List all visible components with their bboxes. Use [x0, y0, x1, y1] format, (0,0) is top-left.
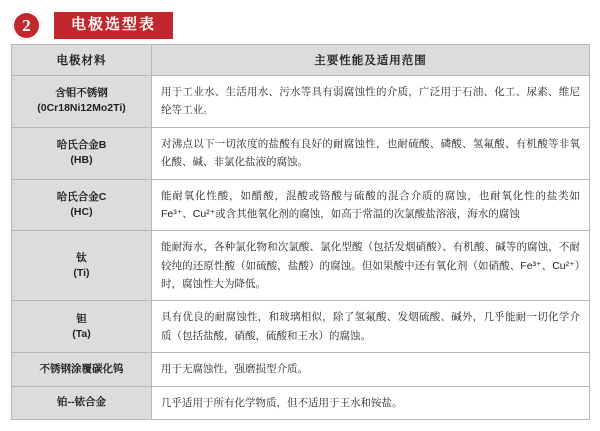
table-row — [12, 301, 590, 353]
cell-material — [12, 386, 152, 419]
material-name: 含钼不锈钢 — [55, 87, 108, 100]
cell-material — [12, 231, 152, 301]
table-row — [12, 386, 590, 419]
table-row — [12, 179, 590, 231]
cell-description: 用于无腐蚀性，强磨损型介质。 — [152, 353, 590, 386]
cell-material — [12, 301, 152, 353]
column-header-description: 主要性能及适用范围 — [152, 45, 590, 76]
table-row — [12, 127, 590, 179]
material-name: 钽 — [76, 312, 87, 325]
table-header-row — [12, 45, 590, 76]
page-title: 电极选型表 — [54, 12, 173, 40]
table-container — [0, 42, 600, 420]
electrode-selection-table — [11, 44, 590, 420]
cell-description: 几乎适用于所有化学物质，但不适用于王水和铵盐。 — [152, 386, 590, 419]
material-code: (HC) — [70, 205, 93, 218]
cell-material — [12, 76, 152, 128]
column-header-material: 电极材料 — [12, 45, 152, 76]
cell-description: 具有优良的耐腐蚀性，和玻璃相似，除了氢氟酸、发烟硫酸、碱外，几乎能耐一切化学介质（包括盐酸，硝酸，硫酸和王水）的腐蚀。 — [152, 301, 590, 353]
cell-material — [12, 353, 152, 386]
cell-description: 用于工业水、生活用水、污水等具有弱腐蚀性的介质，广泛用于石油、化工、尿素、维尼纶等工业。 — [152, 76, 590, 128]
material-name: 铂--铱合金 — [57, 396, 106, 409]
cell-material — [12, 127, 152, 179]
document-header — [0, 0, 600, 42]
section-number-badge: 2 — [12, 11, 41, 40]
table-row — [12, 353, 590, 386]
material-code: (Ta) — [72, 327, 91, 340]
cell-description: 能耐海水，各种氯化物和次氯酸、氯化型酸（包括发烟硝酸）、有机酸、碱等的腐蚀，不耐较纯的还原性酸（如硫酸，盐酸）的腐蚀。但如果酸中还有氧化剂（如硝酸、Fe³⁺、Cu²⁺）时，腐蚀性大为降低。 — [152, 231, 590, 301]
material-code: (HB) — [70, 154, 93, 167]
material-name: 哈氏合金C — [56, 190, 107, 203]
material-code: (0Cr18Ni12Mo2Ti) — [37, 102, 126, 115]
table-row — [12, 76, 590, 128]
cell-material — [12, 179, 152, 231]
material-name: 不锈钢涂覆碳化钨 — [39, 362, 124, 375]
material-code: (Ti) — [73, 266, 90, 279]
material-name: 钛 — [76, 251, 87, 264]
table-row — [12, 231, 590, 301]
cell-description: 能耐氧化性酸，如醋酸，混酸或铬酸与硫酸的混合介质的腐蚀，也耐氧化性的盐类如Fe³⁺、Cu²⁺或含其他氧化剂的腐蚀，如高于常温的次氯酸盐溶液，海水的腐蚀 — [152, 179, 590, 231]
material-name: 哈氏合金B — [56, 138, 107, 151]
cell-description: 对沸点以下一切浓度的盐酸有良好的耐腐蚀性，也耐硫酸、磷酸、氢氟酸、有机酸等非氧化酸、碱、非氯化盐液的腐蚀。 — [152, 127, 590, 179]
